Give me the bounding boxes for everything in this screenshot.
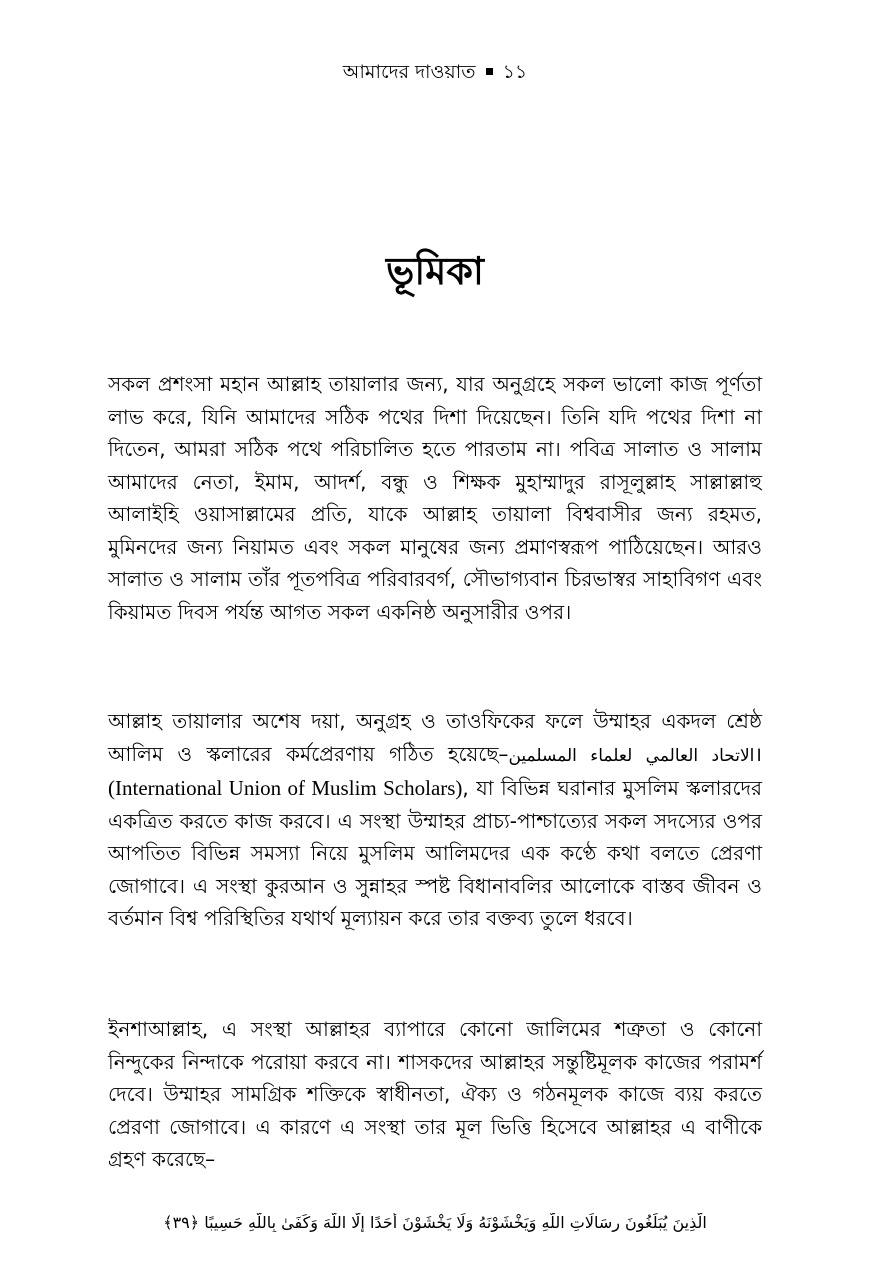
paragraph-3-text: ইনশাআল্লাহ, এ সংস্থা আল্লাহর ব্যাপারে কোনো জালিমের শত্রুতা ও কোনো নিন্দুকের নিন্দাকে পরোয়া করবে না। শাসকদের আল্লাহর সন্তুষ্টিমূলক কাজের পরামর্শ দেবে। উম্মাহর সামগ্রিক শক্তিকে স্বাধীনতা, ঐক্য ও গঠনমূলক কাজে ব্যয় করতে প্রেরণা জোগাবে। এ কারণে এ সংস্থা তার মূল ভিত্তি হিসেবে আল্লাহর এ বাণীকে গ্রহণ করেছে– [108,1017,762,1171]
quran-verse: الَّذِينَ يُبَلِّغُونَ رِسَالَاتِ اللَّهِ وَيَخْشَوْنَهُ وَلَا يَخْشَوْنَ أَحَدًا إِلَّا اللَّهَ وَكَفَىٰ بِاللَّهِ حَسِيبًا ﴿٣٩﴾ [163,1213,707,1232]
running-title: আমাদের দাওয়াত [342,61,476,83]
paragraph-2 [108,705,762,935]
paragraph-1 [108,368,762,628]
paragraph-1-text: সকল প্রশংসা মহান আল্লাহ তায়ালার জন্য, যার অনুগ্রহে সকল ভালো কাজ পূর্ণতা লাভ করে, যিনি আমাদের সঠিক পথের দিশা দিয়েছেন। তিনি যদি পথের দিশা না দিতেন, আমরা সঠিক পথে পরিচালিত হতে পারতাম না। পবিত্র সালাত ও সালাম আমাদের নেতা, ইমাম, আদর্শ, বন্ধু ও শিক্ষক মুহাম্মাদুর রাসূলুল্লাহ সাল্লাল্লাহু আলাইহি ওয়াসাল্লামের প্রতি, যাকে আল্লাহ তায়ালা বিশ্ববাসীর জন্য রহমত, মুমিনদের জন্য নিয়ামত এবং সকল মানুষের জন্য প্রমাণস্বরূপ পাঠিয়েছেন। আরও সালাত ও সালাম তাঁর পূতপবিত্র পরিবারবর্গ, সৌভাগ্যবান চিরভাস্বর সাহাবিগণ এবং কিয়ামত দিবস পর্যন্ত আগত সকল একনিষ্ঠ অনুসারীর ওপর। [108,372,762,624]
paragraph-2-part1: আল্লাহ তায়ালার অশেষ দয়া, অনুগ্রহ ও তাওফিকের ফলে উম্মাহর একদল শ্রেষ্ঠ আলিম ও স্কলারের কর্মপ্রেরণায় গঠিত হয়েছে– [108,709,762,766]
paragraph-2-text: আল্লাহ তায়ালার অশেষ দয়া, অনুগ্রহ ও তাওফিকের ফলে উম্মাহর একদল শ্রেষ্ঠ আলিম ও স্কলারের কর্মপ্রেরণায় গঠিত হয়েছে–الاتحاد العالمي لعلماء المسلمين।(International Union of Muslim Scholars), যা বিভিন্ন ঘরানার মুসলিম স্কলারদের একত্রিত করতে কাজ করবে। এ সংস্থা উম্মাহর প্রাচ্য-পাশ্চাত্যের সকল সদস্যের ওপর আপতিত বিভিন্ন সমস্যা নিয়ে মুসলিম আলিমদের এক কণ্ঠে কথা বলতে প্রেরণা জোগাবে। এ সংস্থা কুরআন ও সুন্নাহর স্পষ্ট বিধানাবলির আলোকে বাস্তব জীবন ও বর্তমান বিশ্ব পরিস্থিতির যথার্থ মূল্যায়ন করে তার বক্তব্য তুলে ধরবে। [108,709,762,930]
running-header [0,58,870,90]
paragraph-2-part2: , যা বিভিন্ন ঘরানার মুসলিম স্কলারদের একত্রিত করতে কাজ করবে। এ সংস্থা উম্মাহর প্রাচ্য-পাশ্চাত্যের সকল সদস্যের ওপর আপতিত বিভিন্ন সমস্যা নিয়ে মুসলিম আলিমদের এক কণ্ঠে কথা বলতে প্রেরণা জোগাবে। এ সংস্থা কুরআন ও সুন্নাহর স্পষ্ট বিধানাবলির আলোকে বাস্তব জীবন ও বর্তমান বিশ্ব পরিস্থিতির যথার্থ মূল্যায়ন করে তার বক্তব্য তুলে ধরবে। [108,776,762,930]
chapter-title: ভূমিকা [386,249,484,293]
separator-square [486,68,493,75]
paragraph-3 [108,1013,762,1176]
arabic-organization-name: الاتحاد العالمي لعلماء المسلمين [508,745,755,766]
english-organization-name: (International Union of Muslim Scholars) [108,776,463,800]
page-number: ১১ [502,61,528,83]
